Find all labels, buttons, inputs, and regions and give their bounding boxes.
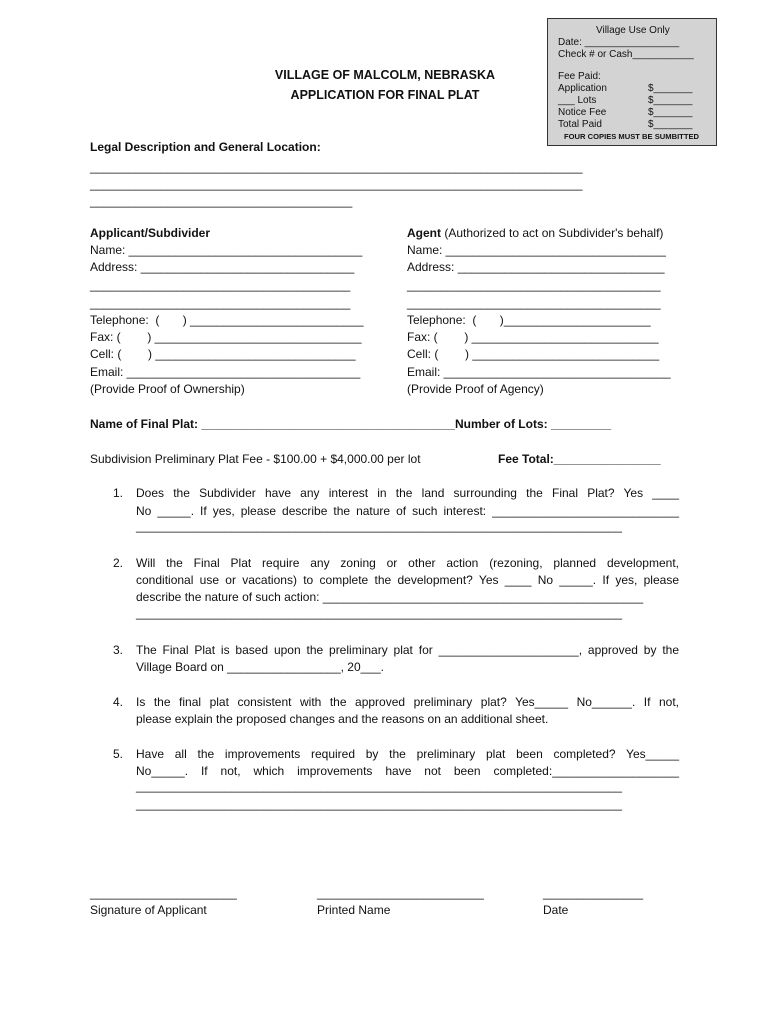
applicant-name-field[interactable]: Name: ___________________________________ xyxy=(90,243,363,257)
form-title-line2: APPLICATION FOR FINAL PLAT xyxy=(290,88,480,102)
agent-address-field[interactable]: Address: _______________________________ xyxy=(407,260,665,274)
question-5-line-2[interactable]: No_____. If not, which improvements have not been completed:___________________ xyxy=(136,764,679,778)
date-signature-line[interactable]: _______________ xyxy=(543,886,644,900)
question-5-line-4[interactable]: ____________________________________________________________________________ xyxy=(136,799,623,811)
question-1-line-3[interactable]: ____________________________________________________________________________ xyxy=(136,521,623,533)
applicant-telephone-field[interactable]: Telephone: ( ) __________________________ xyxy=(90,313,364,327)
agent-proof-note: (Provide Proof of Agency) xyxy=(407,382,544,396)
lots-amount[interactable]: $_______ xyxy=(648,95,693,106)
village-date-line[interactable]: Date: _________________ xyxy=(558,37,680,48)
village-use-only-box xyxy=(547,18,717,146)
agent-fax-field[interactable]: Fax: ( ) ____________________________ xyxy=(407,330,659,344)
question-4-number: 4. xyxy=(113,695,124,709)
question-3-number: 3. xyxy=(113,643,124,657)
question-5-line-3[interactable]: ____________________________________________________________________________ xyxy=(136,781,623,793)
applicant-cell-field[interactable]: Cell: ( ) ______________________________ xyxy=(90,347,356,361)
notice-fee-label: Notice Fee xyxy=(558,107,607,118)
question-1-number: 1. xyxy=(113,486,124,500)
question-5-line-1[interactable]: Have all the improvements required by the preliminary plat been completed? Yes_____ xyxy=(136,747,679,761)
fee-total-field[interactable]: Fee Total:________________ xyxy=(498,452,661,466)
preliminary-plat-fee-text: Subdivision Preliminary Plat Fee - $100.00 + $4,000.00 per lot xyxy=(90,452,421,466)
agent-email-field[interactable]: Email: __________________________________ xyxy=(407,365,671,379)
applicant-signature-line[interactable]: ______________________ xyxy=(90,886,237,900)
agent-telephone-field[interactable]: Telephone: ( )______________________ xyxy=(407,313,651,327)
question-2-number: 2. xyxy=(113,556,124,570)
final-plat-name-field[interactable]: Name of Final Plat: ______________________________________Number of Lots: _________ xyxy=(90,417,612,431)
question-1-line-1[interactable]: Does the Subdivider have any interest in the land surrounding the Final Plat? Yes ____ xyxy=(136,486,679,500)
question-1-line-2[interactable]: No _____. If yes, please describe the nature of such interest: ____________________________ xyxy=(136,504,679,518)
question-2-line-1: Will the Final Plat require any zoning or other action (rezoning, planned development, xyxy=(136,556,679,570)
applicant-heading: Applicant/Subdivider xyxy=(90,226,211,240)
fee-paid-label: Fee Paid: xyxy=(558,71,601,82)
legal-line-2[interactable]: _____________________________________________________________________________ xyxy=(90,179,583,191)
applicant-proof-note: (Provide Proof of Ownership) xyxy=(90,382,245,396)
agent-heading: Agent xyxy=(407,226,441,240)
lots-label: ___ Lots xyxy=(558,95,597,106)
applicant-email-field[interactable]: Email: ___________________________________ xyxy=(90,365,361,379)
applicant-address-line-2[interactable]: _______________________________________ xyxy=(90,278,351,292)
notice-fee-amount[interactable]: $_______ xyxy=(648,107,693,118)
village-check-line[interactable]: Check # or Cash___________ xyxy=(558,49,694,60)
village-use-heading: Village Use Only xyxy=(596,25,670,36)
printed-name-label: Printed Name xyxy=(317,903,391,917)
legal-description-label: Legal Description and General Location: xyxy=(90,140,321,154)
total-paid-label: Total Paid xyxy=(558,119,602,130)
applicant-fax-field[interactable]: Fax: ( ) _______________________________ xyxy=(90,330,362,344)
agent-name-field[interactable]: Name: _________________________________ xyxy=(407,243,666,257)
date-signature-label: Date xyxy=(543,903,569,917)
applicant-address-line-3[interactable]: _______________________________________ xyxy=(90,296,351,310)
legal-line-3[interactable]: _________________________________________ xyxy=(90,196,353,208)
applicant-address-field[interactable]: Address: ________________________________ xyxy=(90,260,355,274)
question-5-number: 5. xyxy=(113,747,124,761)
question-2-line-4[interactable]: ____________________________________________________________________________ xyxy=(136,608,623,620)
copies-note: FOUR COPIES MUST BE SUMBITTED xyxy=(564,132,700,141)
agent-address-line-2[interactable]: ______________________________________ xyxy=(407,278,661,292)
question-3-line-1[interactable]: The Final Plat is based upon the preliminary plat for _____________________, approved by the xyxy=(136,643,679,657)
application-label: Application xyxy=(558,83,607,94)
question-4-line-2: please explain the proposed changes and the reasons on an additional sheet. xyxy=(136,712,549,726)
question-2-line-2[interactable]: conditional use or vacations) to complete the development? Yes ____ No _____. If yes, please xyxy=(136,573,679,587)
question-4-line-1[interactable]: Is the final plat consistent with the approved preliminary plat? Yes_____ No______. If not, xyxy=(136,695,679,709)
printed-name-line[interactable]: _________________________ xyxy=(317,886,484,900)
total-paid-amount[interactable]: $_______ xyxy=(648,119,693,130)
legal-line-1[interactable]: _____________________________________________________________________________ xyxy=(90,162,583,174)
applicant-signature-label: Signature of Applicant xyxy=(90,903,207,917)
agent-address-line-3[interactable]: ______________________________________ xyxy=(407,296,661,310)
application-amount[interactable]: $_______ xyxy=(648,83,693,94)
form-title-line1: VILLAGE OF MALCOLM, NEBRASKA xyxy=(274,68,496,82)
question-3-line-2[interactable]: Village Board on _________________, 20___. xyxy=(136,660,385,674)
agent-cell-field[interactable]: Cell: ( ) ____________________________ xyxy=(407,347,660,361)
question-2-line-3[interactable]: describe the nature of such action: ________________________________________________ xyxy=(136,590,644,604)
agent-heading-note: (Authorized to act on Subdivider's behalf) xyxy=(441,226,664,240)
agent-heading-row xyxy=(407,226,663,240)
